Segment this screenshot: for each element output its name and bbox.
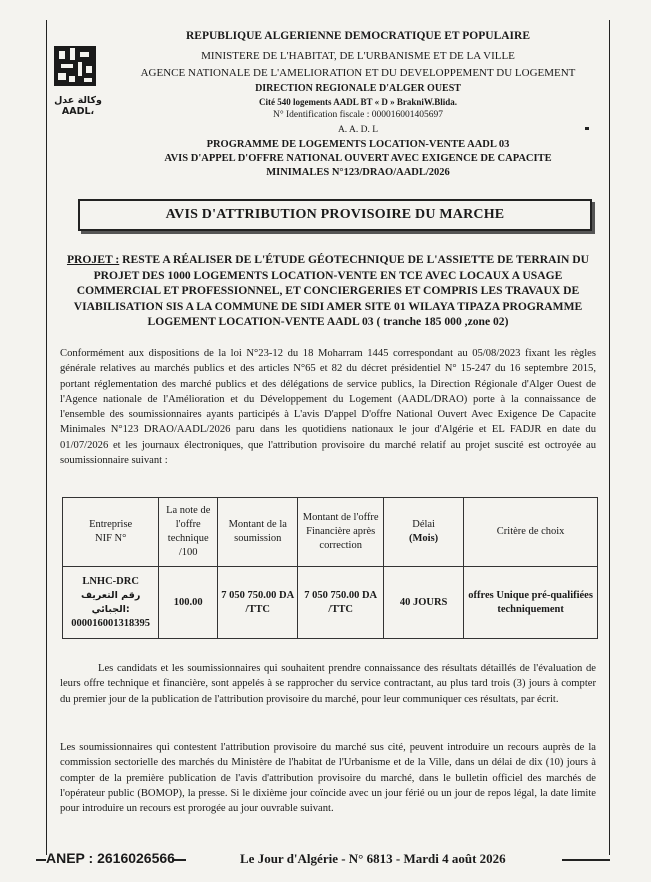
paragraph-legal-basis: Conformément aux dispositions de la loi N°23-12 du 18 Moharram 1445 correspondant au 05/08/2023 fixant les règles générale relatives au marchés publics et des articles N°65 et 82 du décret présidentiel N° 15-247 du 16 septembre 2015, portant réglementation des marché publics et des délégations de service publics, la Direction Régionale d'Alger Ouest de l'Agence nationale de l'Amélioration et du Développement du Logement (AADL/DRAO) porte à la connaissance de l'ensemble des soumissionnaires ayants participés à L'avis D'appel D'offre National Ouvert Avec Exigence De Capacite Minimales N°123 DRAO/AADL/2026 paru dans les quotidiens nationaux le jour d'Algérie et EL FADJR en date du 01/07/2026 et les journaux électroniques, que l'attribution provisoire du marché relatif au projet suscité est octroyée au soumissionnaire suivant : xyxy=(60,348,596,467)
acronym-line: A. A. D. L xyxy=(337,125,379,135)
project-label: PROJET : xyxy=(66,253,120,266)
footer-rule-left xyxy=(36,859,46,861)
address-line: Cité 540 logements AADL BT « D » BrakniW.Blida. xyxy=(258,97,458,107)
header-enterprise: Entreprise NIF N° xyxy=(63,498,159,567)
project-text: RESTE A RÉALISER DE L'ÉTUDE GÉOTECHNIQUE DE L'ASSIETTE DE TERRAIN DU PROJET DES 1000 LOGEMENTS LOCATION-VENTE EN TCE AVEC LOCAUX A USAGE COMMERCIAL ET PROFESSIONNEL, ET CONCIERGERIES ET COMPRIS LES TRAVAUX DE VIABILISATION SIS A LA COMMUNE DE SIDI AMER SITE 01 WILAYA TIPAZA PROGRAMME LOGEMENT LOCATION-VENTE AADL 03 ( tranche 185 000 ,zone 02) xyxy=(73,253,590,329)
cell-criteria: offres Unique pré-qualifiées techniquement xyxy=(464,567,598,639)
cell-delay: 40 JOURS xyxy=(383,567,463,639)
agency-heading: AGENCE NATIONALE DE L'AMELIORATION ET DU DEVELOPPEMENT DU LOGEMENT xyxy=(140,67,576,79)
anep-reference: ANEP : 2616026566 xyxy=(46,850,175,866)
cell-amount-corrected: 7 050 750.00 DA /TTC xyxy=(298,567,384,639)
programme-heading: PROGRAMME DE LOGEMENTS LOCATION-VENTE AADL 03 xyxy=(206,139,510,150)
logo-caption: وكالة عدل ،AADL xyxy=(54,95,102,117)
paragraph-results: Les candidats et les soumissionnaires qui souhaitent prendre connaissance des résultats détaillés de l'évaluation de leurs offre technique et financière, sont appelés à se rapprocher du service contractant, au plus tard trois (3) jours à compter du premier jour de la publication de l'attribution provisoire du marché, pour leur communiquer ces résultats, par écrit. xyxy=(60,663,596,705)
table-row xyxy=(63,567,598,639)
notice-title: AVIS D'ATTRIBUTION PROVISOIRE DU MARCHE xyxy=(78,199,592,231)
dot-mark xyxy=(585,127,589,130)
notice-heading-line2: MINIMALES N°123/DRAO/AADL/2026 xyxy=(266,167,450,178)
cell-score: 100.00 xyxy=(159,567,218,639)
ministry-heading: MINISTERE DE L'HABITAT, DE L'URBANISME ET DE LA VILLE xyxy=(201,50,515,62)
fiscal-id-line: N° Identification fiscale : 000016001405697 xyxy=(272,110,443,120)
direction-heading: DIRECTION REGIONALE D'ALGER OUEST xyxy=(255,83,461,94)
paragraph-appeal: Les soumissionnaires qui contestent l'attribution provisoire du marché sus cité, peuvent introduire un recours auprès de la commission sectorielle des marchés du Ministère de l'habitat de l'Urbanisme et de la Ville, dans un délai de dix (10) jours à compter de la première publication de l'avis d'attribution provisoire du marché, dans le bulletin officiel des marchés de l'opérateur public (BOMOP), la presse. Si le dixième jour coïncide avec un jour férié ou un jour de repos légal, la date limite pour introduire un recours est prorogée au jour ouvrable suivant. xyxy=(60,742,596,815)
republic-heading: REPUBLIQUE ALGERIENNE DEMOCRATIQUE ET POPULAIRE xyxy=(186,30,530,42)
aadl-logo xyxy=(52,42,98,90)
cell-enterprise: LNHC-DRC رقم التعريف الجبائي: 000016001318395 xyxy=(63,567,159,639)
header-amount-corrected: Montant de l'offre Financière après correction xyxy=(298,498,384,567)
header-amount: Montant de la soumission xyxy=(218,498,298,567)
cell-amount: 7 050 750.00 DA /TTC xyxy=(218,567,298,639)
header-score: La note de l'offre technique /100 xyxy=(159,498,218,567)
header-delay: Délai (Mois) xyxy=(383,498,463,567)
table-header-row xyxy=(63,498,598,567)
project-block xyxy=(58,252,598,330)
notice-heading-line1: AVIS D'APPEL D'OFFRE NATIONAL OUVERT AVEC EXIGENCE DE CAPACITE xyxy=(164,153,552,164)
attribution-table xyxy=(62,497,598,639)
footer-rule-right xyxy=(562,859,610,861)
header-criteria: Critère de choix xyxy=(464,498,598,567)
publication-line: Le Jour d'Algérie - N° 6813 - Mardi 4 août 2026 xyxy=(240,851,506,866)
